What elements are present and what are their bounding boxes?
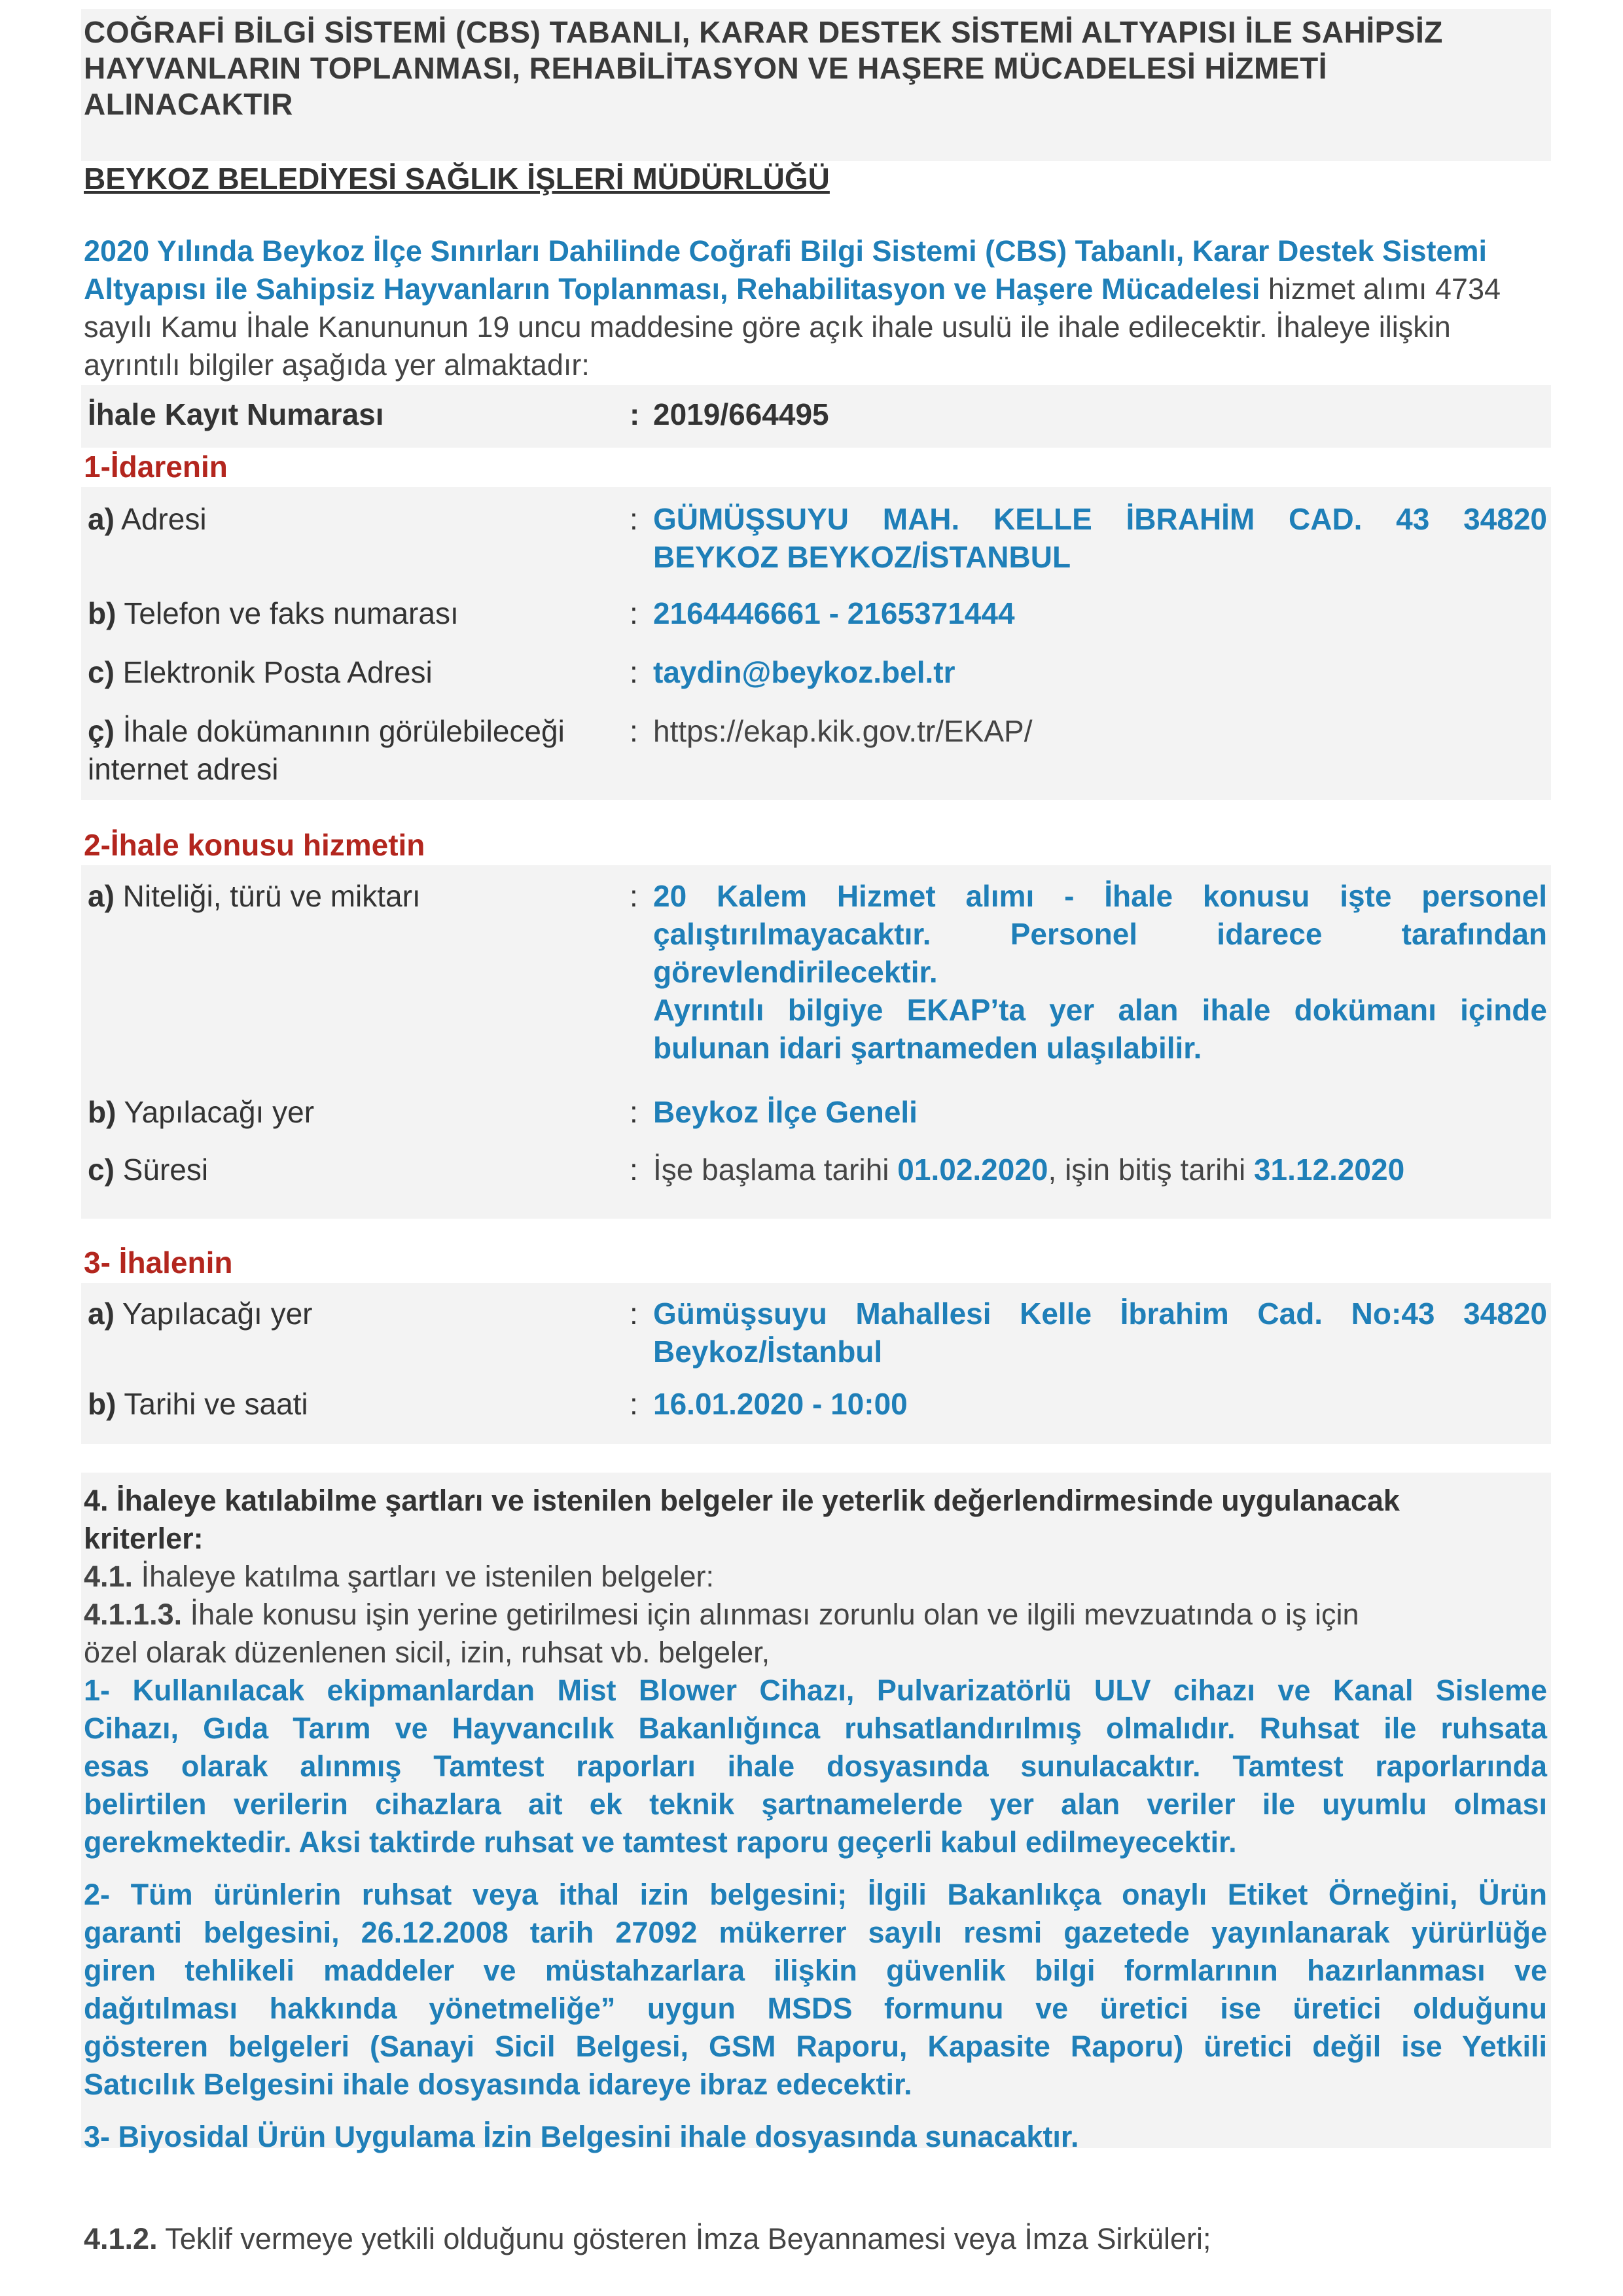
registration-label: İhale Kayıt Numarası [88, 397, 384, 431]
section-2-table: a) Niteliği, türü ve miktarı : 20 Kalem Hizmet alımı - İhale konusu işte personel çalıştırılmayacaktır. Personel idarece tarafından görevlendirilecektir. Ayrıntılı bilgiye EKAP’ta yer alan ihale dokümanı içinde bulunan idari şartnameden ulaşılabilir. b) Yapılacağı yer : Beykoz İlçe Geneli c) Süresi : İşe başlama tarihi 01.02.2020, işin bitiş tarihi 31.12.2020 [81, 865, 1551, 1219]
section-3-table: a) Yapılacağı yer : Gümüşsuyu Mahallesi Kelle İbrahim Cad. No:43 34820 Beykoz/İstanbul b) Tarihi ve saati : 16.01.2020 - 10:00 [81, 1283, 1551, 1444]
section-1-title: 1-İdarenin [84, 450, 228, 484]
intro-text: hizmet alımı 4734 sayılı Kamu İhale Kanununun 19 uncu maddesine göre açık ihale usulü ile ihale edilecektir. İhaleye ilişkin ayrıntılı bilgiler aşağıda yer almaktadır: [84, 272, 1501, 382]
service-description-value: 20 Kalem Hizmet alımı - İhale konusu işte personel çalıştırılmayacaktır. Personel idarece tarafından görevlendirilecektir. Ayrıntılı bilgiye EKAP’ta yer alan ihale dokümanı içinde bulunan idari şartnameden ulaşılabilir. [653, 879, 1547, 1065]
intro-paragraph [84, 232, 1547, 384]
section-1-row-a-value: GÜMÜŞSUYU MAH. KELLE İBRAHİM CAD. 43 34820 BEYKOZ BEYKOZ/İSTANBUL [653, 502, 1547, 574]
tender-location-value: Gümüşsuyu Mahallesi Kelle İbrahim Cad. No:43 34820 Beykoz/İstanbul [653, 1297, 1547, 1369]
criteria-4-1-2: 4.1.2. Teklif vermeye yetkili olduğunu gösteren İmza Beyannamesi veya İmza Sirküleri; [84, 2222, 1211, 2255]
service-location-value: Beykoz İlçe Geneli [653, 1095, 918, 1129]
title-line: HAYVANLARIN TOPLANMASI, REHABİLİTASYON VE HAŞERE MÜCADELESİ HİZMETİ [84, 51, 1328, 85]
section-1-row-a-label: a) Adresi [88, 502, 207, 536]
section-2-row-c-label: c) Süresi [88, 1153, 209, 1187]
notice-title [84, 14, 1524, 122]
section-1-row-b-label: b) Telefon ve faks numarası [88, 596, 459, 630]
phone-fax-value: 2164446661 - 2165371444 [653, 596, 1015, 630]
section-1-row-d-label: ç) İhale dokümanının görülebileceği internet adresi [88, 714, 565, 786]
criteria-heading: 4. İhaleye katılabilme şartları ve istenilen belgeler ile yeterlik değerlendirmesinde uygulanacak kriterler: [84, 1484, 1400, 1555]
section-1-table: a) Adresi : GÜMÜŞSUYU MAH. KELLE İBRAHİM CAD. 43 34820 BEYKOZ BEYKOZ/İSTANBUL b) Telefon ve faks numarası : 2164446661 - 2165371444 c) Elektronik Posta Adresi : taydin@beykoz.bel.tr ç) İhale dokümanının görülebileceği internet adresi : https://ekap.kik.gov.tr/EKAP/ [81, 487, 1551, 800]
section-3-row-a-label: a) Yapılacağı yer [88, 1297, 313, 1331]
registration-row [81, 385, 1551, 448]
title-line: COĞRAFİ BİLGİ SİSTEMİ (CBS) TABANLI, KARAR DESTEK SİSTEMİ ALTYAPISI İLE SAHİPSİZ [84, 15, 1443, 49]
ekap-url-link[interactable]: https://ekap.kik.gov.tr/EKAP/ [653, 714, 1033, 748]
criteria-item-2: 2- Tüm ürünlerin ruhsat veya ithal izin belgesini; İlgili Bakanlıkça onaylı Etiket Örneğini, Ürün garanti belgesini, 26.12.2008 tarih 27092 mükerrer sayılı resmi gazetede yayınlanarak yürürlüğe giren tehlikeli maddeler ve müstahzarlara ilişkin güvenlik bilgi formlarının hazırlanması ve dağıtılması hakkında yönetmeliğe” uygun MSDS formunu ve üretici ise üretici olduğunu gösteren belgeleri (Sanayi Sicil Belgesi, GSM Raporu, Kapasite Raporu) üretici değil ise Yetkili Satıcılık Belgesini ihale dosyasında idareye ibraz edecektir. [84, 1878, 1547, 2101]
intro-lead: 2020 Yılında Beykoz İlçe Sınırları Dahilinde Coğrafi Bilgi Sistemi (CBS) Tabanlı, Karar Destek Sistemi Altyapısı ile Sahipsiz Hayvanların Toplanması, Rehabilitasyon ve Haşere Mücadelesi [84, 234, 1488, 306]
section-3-title: 3- İhalenin [84, 1246, 233, 1280]
title-line: ALINACAKTIR [84, 87, 293, 121]
section-1-row-c-label: c) Elektronik Posta Adresi [88, 655, 433, 689]
department-heading: BEYKOZ BELEDİYESİ SAĞLIK İŞLERİ MÜDÜRLÜĞÜ [84, 162, 830, 196]
start-date: 01.02.2020 [897, 1153, 1048, 1187]
section-3-row-b-label: b) Tarihi ve saati [88, 1387, 308, 1421]
tender-date-value: 16.01.2020 - 10:00 [653, 1387, 908, 1421]
title-band [81, 9, 1551, 161]
criteria-item-3: 3- Biyosidal Ürün Uygulama İzin Belgesini ihale dosyasında sunacaktır. [84, 2120, 1079, 2153]
duration-value: İşe başlama tarihi 01.02.2020, işin bitiş tarihi 31.12.2020 [653, 1153, 1405, 1187]
section-2-title: 2-İhale konusu hizmetin [84, 828, 425, 862]
section-2-row-a-label: a) Niteliği, türü ve miktarı [88, 879, 421, 913]
criteria-4-1: 4.1. İhaleye katılma şartları ve istenilen belgeler: [84, 1560, 714, 1593]
criteria-4-1-1-3: 4.1.1.3. İhale konusu işin yerine getirilmesi için alınması zorunlu olan ve ilgili mevzuatında o iş için özel olarak düzenlenen sicil, izin, ruhsat vb. belgeler, [84, 1598, 1359, 1669]
registration-value: 2019/664495 [653, 397, 829, 431]
criteria-item-1: 1- Kullanılacak ekipmanlardan Mist Blower Cihazı, Pulvarizatörlü ULV cihazı ve Kanal Sisleme Cihazı, Gıda Tarım ve Hayvancılık Bakanlığınca ruhsatlandırılmış olmalıdır. Ruhsat ile ruhsata esas olarak alınmış Tamtest raporları ihale dosyasında sunulacaktır. Tamtest raporlarında belirtilen verilerin cihazlara ait ek teknik şartnamelerde yer alan veriler ile uyumlu olması gerekmektedir. Aksi taktirde ruhsat ve tamtest raporu geçerli kabul edilmeyecektir. [84, 1674, 1547, 1859]
section-2-row-b-label: b) Yapılacağı yer [88, 1095, 315, 1129]
email-link[interactable]: taydin@beykoz.bel.tr [653, 655, 955, 689]
end-date: 31.12.2020 [1253, 1153, 1405, 1187]
registration-colon: : [630, 397, 640, 431]
criteria-section [84, 1482, 1547, 2156]
